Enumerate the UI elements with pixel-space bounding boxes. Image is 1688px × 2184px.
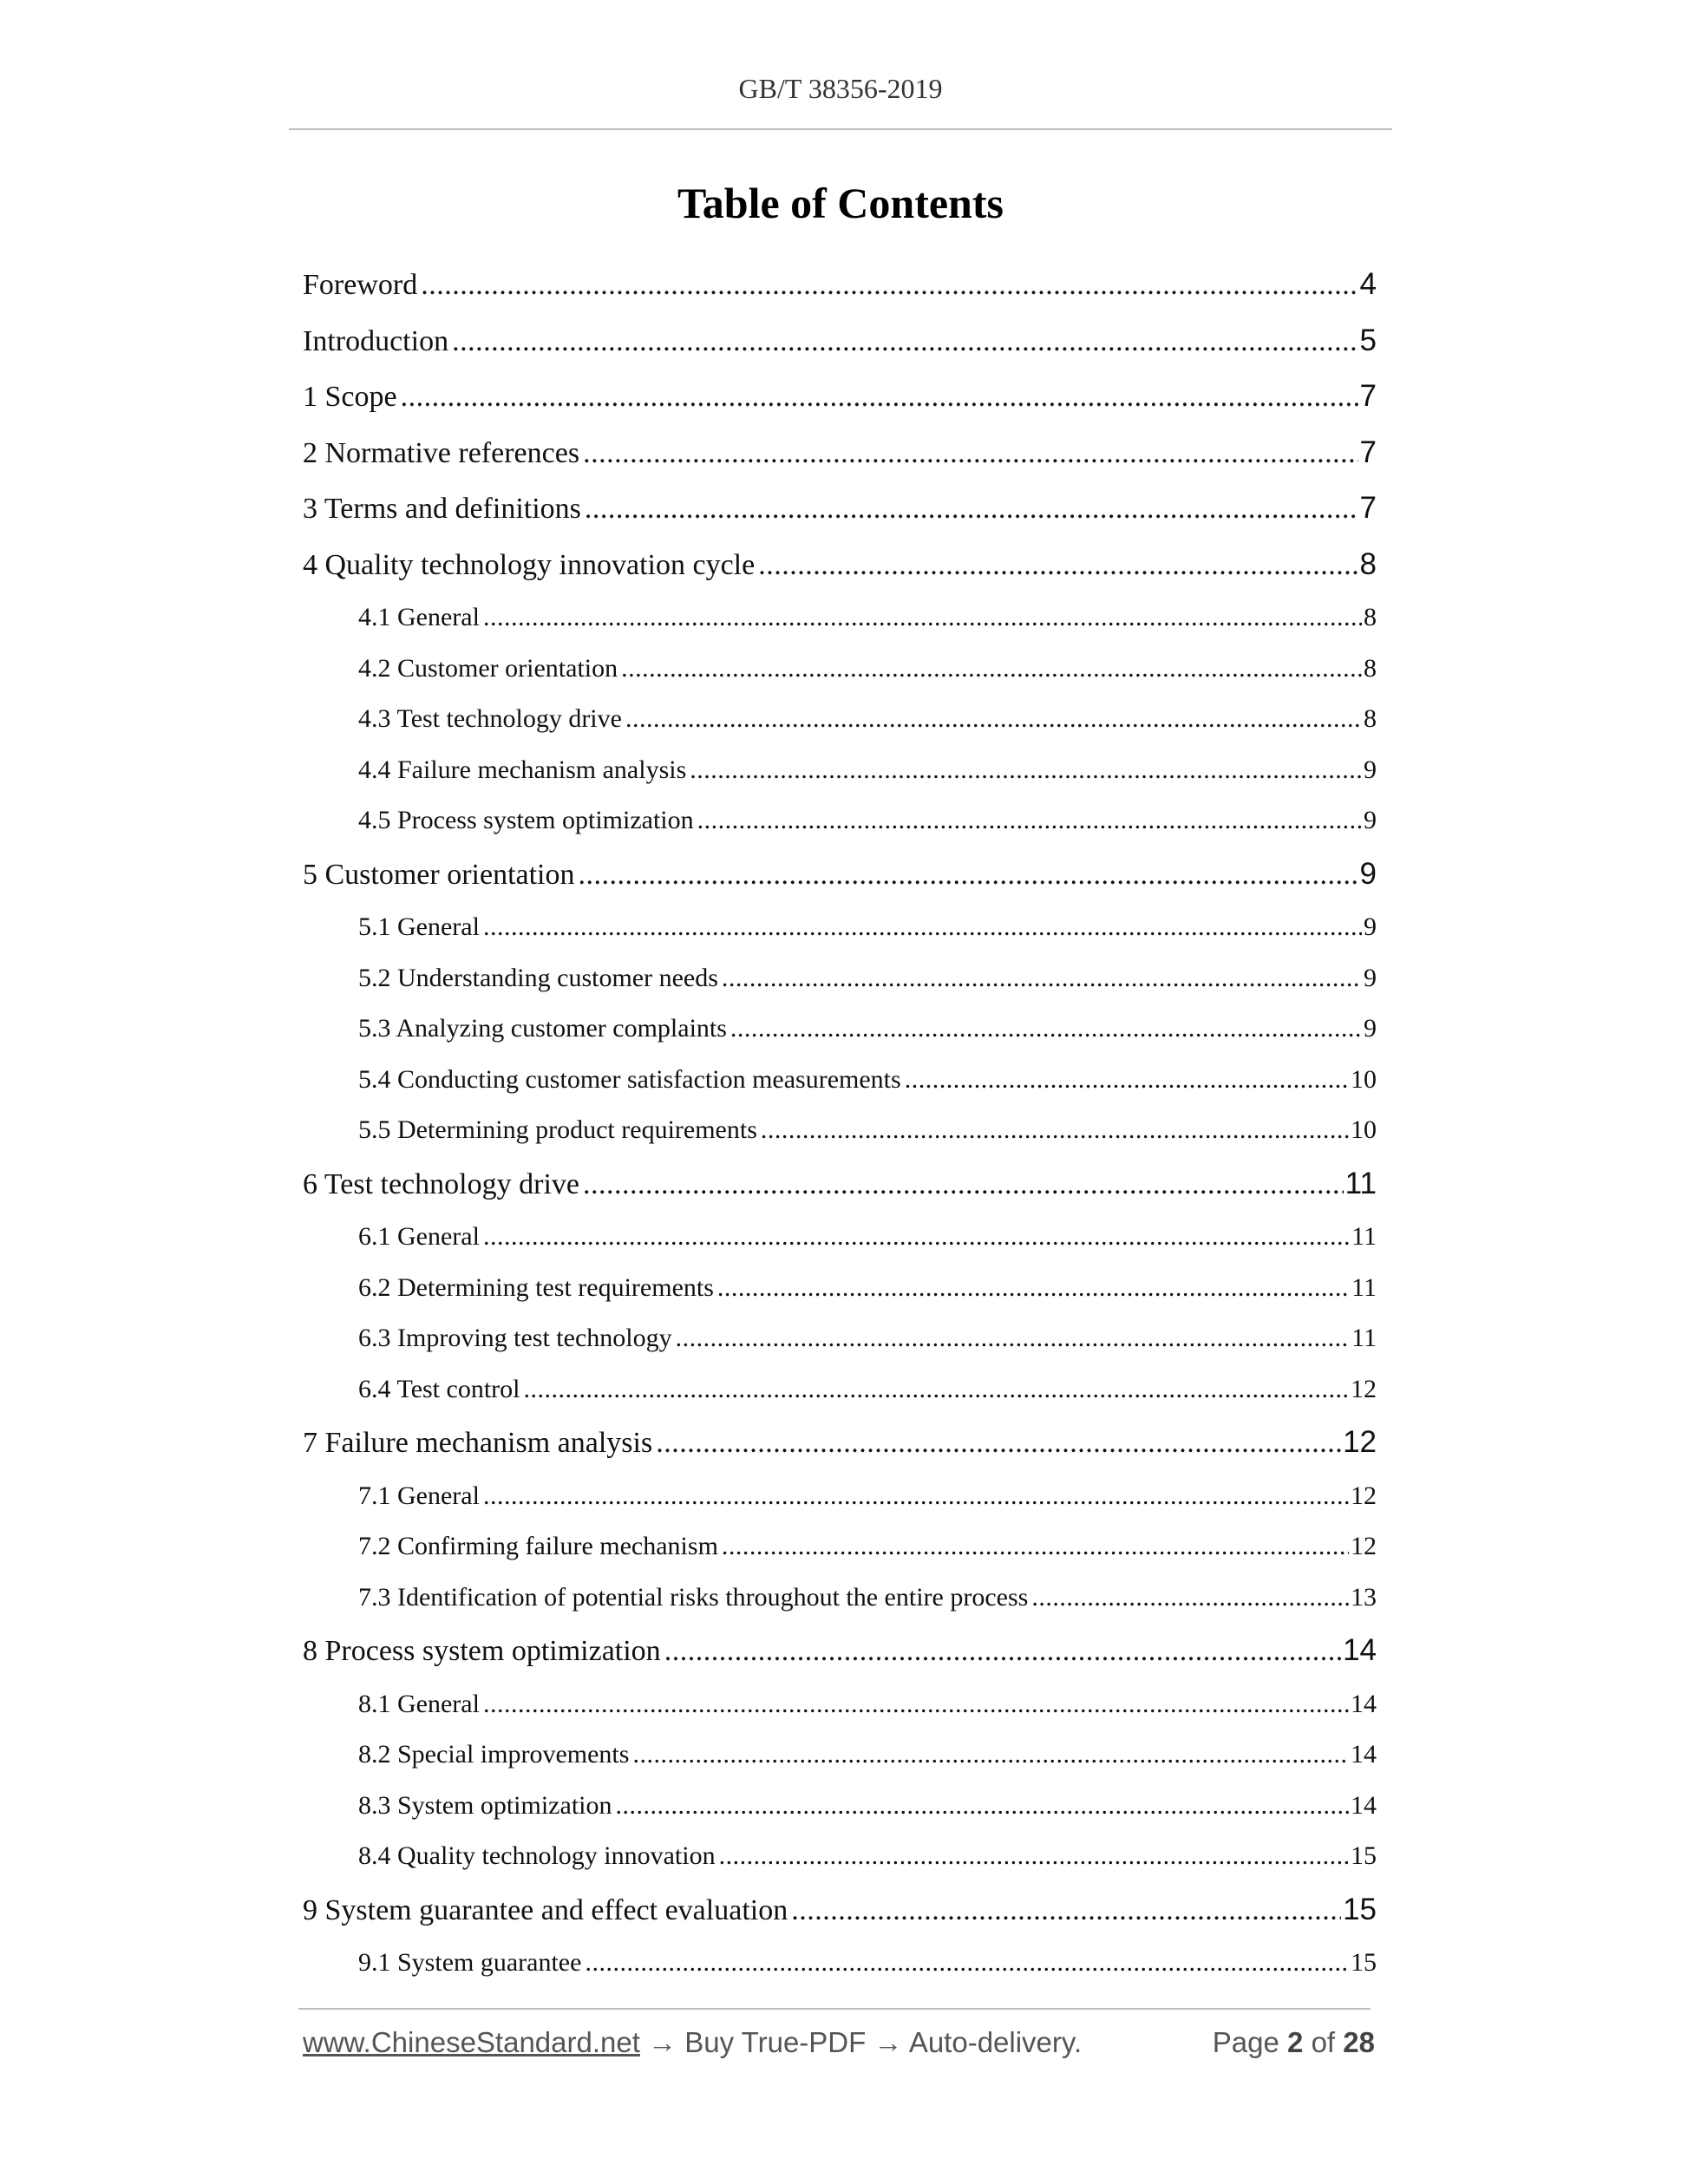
toc-entry-label: 5.2 Understanding customer needs xyxy=(358,963,718,992)
dot-leader xyxy=(1031,1573,1349,1624)
toc-subentry[interactable] xyxy=(303,745,1377,796)
dot-leader xyxy=(483,1212,1350,1263)
dot-leader xyxy=(483,1679,1349,1730)
toc-entry[interactable] xyxy=(303,847,1377,903)
dot-leader xyxy=(483,902,1362,953)
toc-subentry[interactable] xyxy=(303,1105,1377,1156)
toc-entry-label: 7 Failure mechanism analysis xyxy=(303,1427,653,1459)
toc-subentry[interactable] xyxy=(303,1781,1377,1832)
toc-entry-label: 6 Test technology drive xyxy=(303,1167,579,1200)
toc-subentry[interactable] xyxy=(303,1313,1377,1364)
dot-leader xyxy=(690,745,1362,796)
toc-entry-page-number: 14 xyxy=(1343,1633,1377,1667)
toc-entry-label: 6.3 Improving test technology xyxy=(358,1324,672,1352)
toc-entry-label: 4.1 General xyxy=(358,603,480,631)
page-prefix: Page xyxy=(1212,2026,1279,2058)
toc-entry-label: 1 Scope xyxy=(303,381,397,413)
toc-entry-page-number: 11 xyxy=(1351,1222,1377,1251)
toc-entry-label: 9.1 System guarantee xyxy=(358,1948,582,1977)
toc-entry-page-number: 7 xyxy=(1359,379,1377,413)
dot-leader xyxy=(421,258,1358,313)
toc-entry[interactable] xyxy=(303,257,1377,313)
toc-entry-label: Introduction xyxy=(303,324,449,357)
dot-leader xyxy=(758,538,1358,593)
toc-entry-page-number: 8 xyxy=(1359,546,1377,581)
toc-entry-page-number: 9 xyxy=(1364,755,1377,784)
dot-leader xyxy=(585,481,1358,537)
footer-promo-text: → Buy True-PDF → Auto-delivery. xyxy=(648,2026,1083,2058)
dot-leader xyxy=(401,369,1358,425)
dot-leader xyxy=(730,1004,1362,1055)
toc-entry-label: 6.2 Determining test requirements xyxy=(358,1272,714,1302)
toc-entry-label: 8.3 System optimization xyxy=(358,1790,612,1820)
toc-entry-page-number: 11 xyxy=(1351,1324,1377,1352)
toc-subentry[interactable] xyxy=(303,1679,1377,1730)
table-of-contents xyxy=(303,257,1377,1989)
toc-entry-label: 7.2 Confirming failure mechanism xyxy=(358,1532,718,1560)
toc-subentry[interactable] xyxy=(303,592,1377,644)
toc-entry-label: 4.4 Failure mechanism analysis xyxy=(358,755,687,784)
dot-leader xyxy=(656,1416,1341,1471)
dot-leader xyxy=(722,1521,1349,1573)
toc-entry-label: 6.4 Test control xyxy=(358,1374,520,1403)
toc-entry-page-number: 11 xyxy=(1345,1166,1377,1200)
page-counter xyxy=(1213,2026,1375,2059)
dot-leader xyxy=(697,795,1362,847)
toc-entry[interactable] xyxy=(303,1415,1377,1471)
toc-entry-page-number: 14 xyxy=(1351,1790,1377,1820)
chinesestandard-link[interactable]: www.ChineseStandard.net xyxy=(303,2026,640,2058)
toc-entry-label: 8.2 Special improvements xyxy=(358,1740,630,1769)
toc-entry-label: 5.4 Conducting customer satisfaction measurements xyxy=(358,1064,901,1094)
dot-leader xyxy=(616,1781,1350,1832)
toc-entry-label: 4.2 Customer orientation xyxy=(358,653,618,683)
toc-subentry[interactable] xyxy=(303,1212,1377,1263)
toc-subentry[interactable] xyxy=(303,644,1377,695)
toc-entry-label: 7.3 Identification of potential risks throughout the entire process xyxy=(358,1582,1029,1612)
dot-leader xyxy=(524,1364,1350,1416)
toc-entry-label: 3 Terms and definitions xyxy=(303,493,581,525)
toc-entry-label: 5.5 Determining product requirements xyxy=(358,1115,757,1144)
toc-entry-page-number: 7 xyxy=(1359,491,1377,525)
toc-entry-page-number: 15 xyxy=(1343,1892,1377,1926)
toc-subentry[interactable] xyxy=(303,795,1377,847)
toc-subentry[interactable] xyxy=(303,1263,1377,1314)
dot-leader xyxy=(717,1263,1350,1314)
page-of: of xyxy=(1311,2026,1336,2058)
toc-entry-page-number: 15 xyxy=(1351,1948,1377,1977)
total-page-number: 28 xyxy=(1343,2026,1375,2058)
toc-entry[interactable] xyxy=(303,481,1377,537)
dot-leader xyxy=(579,847,1358,903)
toc-entry-label: Foreword xyxy=(303,269,418,301)
dot-leader xyxy=(632,1730,1349,1781)
page-footer xyxy=(303,2026,1375,2059)
toc-entry-page-number: 8 xyxy=(1364,603,1377,631)
toc-entry-page-number: 9 xyxy=(1364,806,1377,834)
toc-entry-page-number: 4 xyxy=(1359,267,1377,301)
dot-leader xyxy=(625,694,1362,745)
toc-subentry[interactable] xyxy=(303,1471,1377,1522)
toc-entry[interactable] xyxy=(303,1156,1377,1213)
toc-subentry[interactable] xyxy=(303,1573,1377,1624)
dot-leader xyxy=(483,592,1362,644)
toc-entry-page-number: 11 xyxy=(1351,1272,1377,1302)
document-id-header: GB/T 38356-2019 xyxy=(738,73,943,104)
header-divider xyxy=(289,128,1392,130)
toc-entry-page-number: 14 xyxy=(1351,1689,1377,1718)
toc-entry-label: 2 Normative references xyxy=(303,436,580,469)
toc-subentry[interactable] xyxy=(303,694,1377,745)
dot-leader xyxy=(585,1938,1349,1989)
dot-leader xyxy=(722,953,1362,1004)
toc-entry-page-number: 15 xyxy=(1351,1841,1377,1870)
toc-subentry[interactable] xyxy=(303,1364,1377,1416)
toc-entry[interactable] xyxy=(303,1623,1377,1679)
toc-entry[interactable] xyxy=(303,537,1377,593)
toc-subentry[interactable] xyxy=(303,1938,1377,1989)
toc-entry-label: 8.1 General xyxy=(358,1689,480,1718)
toc-entry-label: 4.3 Test technology drive xyxy=(358,704,622,733)
dot-leader xyxy=(791,1883,1341,1939)
dot-leader xyxy=(719,1831,1349,1882)
toc-entry-page-number: 12 xyxy=(1351,1481,1377,1510)
toc-subentry[interactable] xyxy=(303,1831,1377,1882)
dot-leader xyxy=(905,1055,1349,1106)
toc-subentry[interactable] xyxy=(303,1004,1377,1055)
toc-entry-label: 7.1 General xyxy=(358,1481,480,1510)
dot-leader xyxy=(583,1157,1344,1213)
dot-leader xyxy=(676,1313,1350,1364)
toc-subentry[interactable] xyxy=(303,1521,1377,1573)
toc-entry[interactable] xyxy=(303,1882,1377,1939)
toc-entry-page-number: 9 xyxy=(1364,963,1377,992)
toc-entry-page-number: 7 xyxy=(1359,435,1377,469)
toc-entry-page-number: 12 xyxy=(1343,1425,1377,1459)
toc-entry-page-number: 8 xyxy=(1364,704,1377,733)
toc-entry[interactable] xyxy=(303,313,1377,369)
toc-entry-page-number: 8 xyxy=(1364,653,1377,683)
toc-entry-page-number: 12 xyxy=(1351,1374,1377,1403)
toc-entry-page-number: 13 xyxy=(1351,1582,1377,1612)
toc-entry-page-number: 9 xyxy=(1364,912,1377,941)
toc-entry-label: 4.5 Process system optimization xyxy=(358,806,694,834)
current-page-number: 2 xyxy=(1287,2026,1304,2058)
dot-leader xyxy=(664,1624,1341,1679)
toc-entry-page-number: 10 xyxy=(1351,1115,1377,1144)
footer-divider xyxy=(298,2008,1371,2010)
toc-entry-page-number: 14 xyxy=(1351,1740,1377,1769)
toc-entry[interactable] xyxy=(303,369,1377,425)
toc-subentry[interactable] xyxy=(303,1055,1377,1106)
toc-entry-label: 9 System guarantee and effect evaluation xyxy=(303,1893,788,1926)
toc-entry-label: 5.1 General xyxy=(358,912,480,941)
toc-entry-page-number: 9 xyxy=(1364,1014,1377,1043)
toc-entry-label: 8 Process system optimization xyxy=(303,1635,661,1667)
toc-entry-label: 4 Quality technology innovation cycle xyxy=(303,548,756,581)
dot-leader xyxy=(483,1471,1349,1522)
dot-leader xyxy=(621,644,1362,695)
dot-leader xyxy=(761,1105,1349,1156)
toc-entry-page-number: 5 xyxy=(1359,323,1377,357)
toc-subentry[interactable] xyxy=(303,902,1377,953)
toc-entry[interactable] xyxy=(303,425,1377,481)
toc-subentry[interactable] xyxy=(303,953,1377,1004)
toc-entry-label: 5 Customer orientation xyxy=(303,858,575,891)
toc-entry-label: 5.3 Analyzing customer complaints xyxy=(358,1014,727,1043)
toc-entry-label: 6.1 General xyxy=(358,1222,480,1251)
toc-title: Table of Contents xyxy=(677,179,1004,227)
toc-entry-page-number: 12 xyxy=(1351,1532,1377,1560)
dot-leader xyxy=(583,426,1358,481)
dot-leader xyxy=(452,314,1358,369)
toc-entry-page-number: 10 xyxy=(1351,1064,1377,1094)
footer-left xyxy=(303,2026,1082,2059)
toc-entry-page-number: 9 xyxy=(1359,856,1377,891)
toc-entry-label: 8.4 Quality technology innovation xyxy=(358,1841,716,1870)
toc-subentry[interactable] xyxy=(303,1730,1377,1781)
